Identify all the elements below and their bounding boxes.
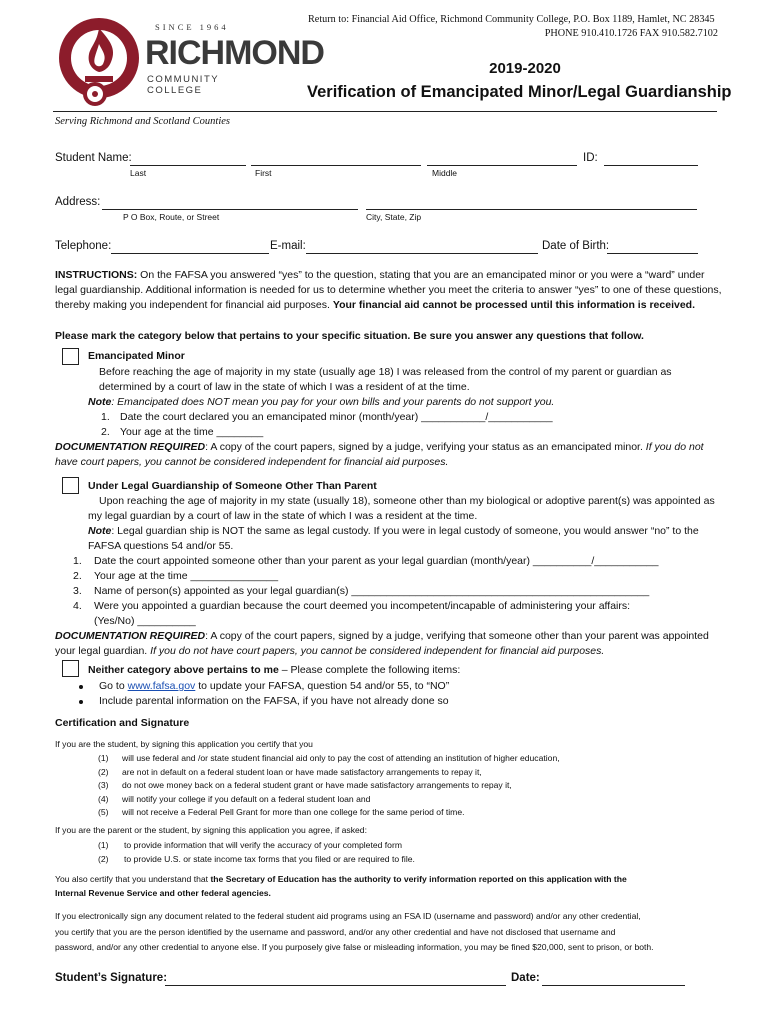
page-title: Verification of Emancipated Minor/Legal Guardianship — [307, 83, 732, 101]
guardianship-documentation: DOCUMENTATION REQUIRED: A copy of the court papers, signed by a judge, verifying that someone other than your parent was appointed your legal guardian. If you do not have court papers, you cannot be considered independent for financial aid purposes. — [55, 630, 709, 657]
guardianship-note: Note: Legal guardian ship is NOT the same as legal custody. If you were in legal custody of someone, you would answer “no” to the FAFSA questions 54 and/or 55. — [88, 525, 699, 552]
parent-certify-intro: If you are the parent or the student, by signing this application you agree, if asked: — [55, 825, 367, 835]
list-item: do not owe money back on a federal student grant or have made satisfactory arrangements to repay it, — [122, 780, 512, 790]
first-caption: First — [255, 168, 272, 178]
header-divider — [53, 111, 717, 112]
emancipated-q1[interactable]: Date the court declared you an emancipated minor (month/year) ___________/___________ — [120, 411, 553, 423]
form-year: 2019-2020 — [489, 60, 561, 77]
return-address: Return to: Financial Aid Office, Richmond Community College, P.O. Box 1189, Hamlet, NC 28345 — [308, 14, 715, 25]
certification-heading: Certification and Signature — [55, 717, 190, 729]
telephone-label: Telephone: — [55, 240, 112, 252]
list-item: (1) — [98, 753, 109, 763]
neither-item-fafsa: Go to www.fafsa.gov to update your FAFSA, question 54 and/or 55, to “NO” — [99, 680, 450, 692]
neither-title: Neither category above pertains to me – Please complete the following items: — [88, 664, 461, 676]
tagline: Serving Richmond and Scotland Counties — [55, 116, 230, 127]
neither-checkbox[interactable] — [62, 660, 79, 677]
emancipated-note: Note: Emancipated does NOT mean you pay for your own bills and your parents do not support you. — [88, 396, 555, 408]
category-prompt: Please mark the category below that pertains to your specific situation. Be sure you answer any questions that follow. — [55, 330, 644, 342]
guardianship-q2-num: 2. — [73, 570, 82, 582]
list-item: (2) — [98, 853, 109, 864]
guardianship-q1[interactable]: Date the court appointed someone other than your parent as your legal guardian (month/year) __________/___________ — [94, 555, 659, 567]
middle-name-field[interactable] — [427, 165, 577, 166]
signature-field[interactable] — [165, 985, 506, 986]
street-field[interactable] — [102, 209, 358, 210]
list-item: (3) — [98, 780, 109, 790]
esign-statement: If you electronically sign any document related to the federal student aid programs using an FSA ID (username and password) and/or any other credential, you certify that you are the person identified by the username and password, and/or any other credential and have not disclosed that username and password, and/or any other credential to anyone else. If you purposely give false or misleading information, you may be fined $20,000, sent to prison, or both. — [55, 911, 654, 952]
guardianship-q1-num: 1. — [73, 555, 82, 567]
guardianship-description-2: my legal guardian by a court of law in the state of which I was a resident at the time. — [88, 510, 478, 522]
emancipated-q2[interactable]: Your age at the time ________ — [120, 426, 264, 438]
list-item: will use federal and /or state student financial aid only to pay the cost of attending an institution of higher education, — [122, 753, 560, 763]
dob-field[interactable] — [607, 253, 698, 254]
bullet-dot — [79, 700, 83, 704]
last-name-field[interactable] — [130, 165, 246, 166]
emancipated-q2-num: 2. — [101, 426, 110, 438]
telephone-field[interactable] — [111, 253, 269, 254]
guardianship-q2[interactable]: Your age at the time _______________ — [94, 570, 279, 582]
secretary-statement: You also certify that you understand that the Secretary of Education has the authority to verify information reported on this application with the Internal Revenue Service and other federal agencies. — [55, 874, 627, 898]
guardianship-q4-num: 4. — [73, 600, 82, 612]
guardianship-q4-answer[interactable]: (Yes/No) __________ — [94, 615, 196, 627]
id-field[interactable] — [604, 165, 698, 166]
guardianship-q3[interactable]: Name of person(s) appointed as your legal guardian(s) ___________________________________________________ — [94, 585, 650, 597]
instructions: INSTRUCTIONS: On the FAFSA you answered “yes” to the question, stating that you are an emancipated minor or you were a “ward” under legal guardianship. Additional information is needed for us to determine whether you meet the criteria to answer “yes” to one of these questions, thereby making you independent for financial aid purposes. Your financial aid cannot be processed until this information is received. — [55, 269, 722, 311]
list-item: (5) — [98, 807, 109, 817]
emancipated-documentation: DOCUMENTATION REQUIRED: A copy of the court papers, signed by a judge, verifying your status as an emancipated minor. If you do not have court papers, you cannot be considered independent for financial aid purposes. — [55, 441, 704, 468]
list-item: will notify your college if you default on a federal student loan and — [122, 793, 371, 804]
guardianship-q4: Were you appointed a guardian because the court deemed you incompetent/incapable of administering your affairs: — [94, 600, 631, 612]
id-label: ID: — [583, 152, 598, 164]
emancipated-checkbox[interactable] — [62, 348, 79, 365]
guardianship-q3-num: 3. — [73, 585, 82, 597]
city-caption: City, State, Zip — [366, 212, 422, 222]
guardianship-title: Under Legal Guardianship of Someone Other Than Parent — [88, 480, 377, 492]
date-field[interactable] — [542, 985, 685, 986]
list-item: will not receive a Federal Pell Grant for more than one college for the same period of time. — [122, 807, 465, 817]
logo-wordmark: RICHMOND — [145, 34, 324, 72]
emancipated-description: Before reaching the age of majority in my state (usually age 18) I was released from the control of my parent or guardian as determined by a court of law in the state of which I was a resident of at the time. — [99, 366, 672, 393]
phone-fax: PHONE 910.410.1726 FAX 910.582.7102 — [544, 28, 718, 39]
date-label: Date: — [511, 972, 540, 984]
list-item: (1) — [98, 840, 109, 850]
list-item: to provide U.S. or state income tax forms that you filed or are required to file. — [124, 853, 415, 864]
dob-label: Date of Birth: — [542, 240, 610, 252]
email-field[interactable] — [306, 253, 538, 254]
guardianship-description: Upon reaching the age of majority in my state (usually 18), someone other than my biological or adoptive parent(s) was appointed as — [99, 495, 715, 507]
since-label: SINCE 1964 — [155, 22, 229, 32]
list-item: (2) — [98, 766, 109, 777]
address-label: Address: — [55, 196, 101, 208]
student-certify-intro: If you are the student, by signing this application you certify that you — [55, 739, 313, 749]
logo-subtitle: COMMUNITY COLLEGE — [147, 74, 219, 96]
list-item: are not in default on a federal student loan or have made satisfactory arrangements to repay it, — [122, 766, 482, 777]
guardianship-checkbox[interactable] — [62, 477, 79, 494]
signature-label: Student’s Signature: — [55, 972, 168, 984]
neither-item-parental: Include parental information on the FAFSA, if you have not already done so — [99, 695, 449, 707]
first-name-field[interactable] — [251, 165, 421, 166]
list-item: (4) — [98, 793, 109, 804]
middle-caption: Middle — [432, 168, 458, 178]
city-field[interactable] — [366, 209, 697, 210]
fafsa-link[interactable]: www.fafsa.gov — [127, 680, 196, 692]
bullet-dot — [79, 685, 83, 689]
emancipated-q1-num: 1. — [101, 411, 110, 423]
street-caption: P O Box, Route, or Street — [123, 212, 220, 222]
emancipated-title: Emancipated Minor — [88, 350, 185, 362]
last-caption: Last — [130, 168, 147, 178]
student-name-label: Student Name: — [55, 152, 132, 164]
email-label: E-mail: — [270, 240, 306, 252]
list-item: to provide information that will verify the accuracy of your completed form — [124, 840, 402, 850]
